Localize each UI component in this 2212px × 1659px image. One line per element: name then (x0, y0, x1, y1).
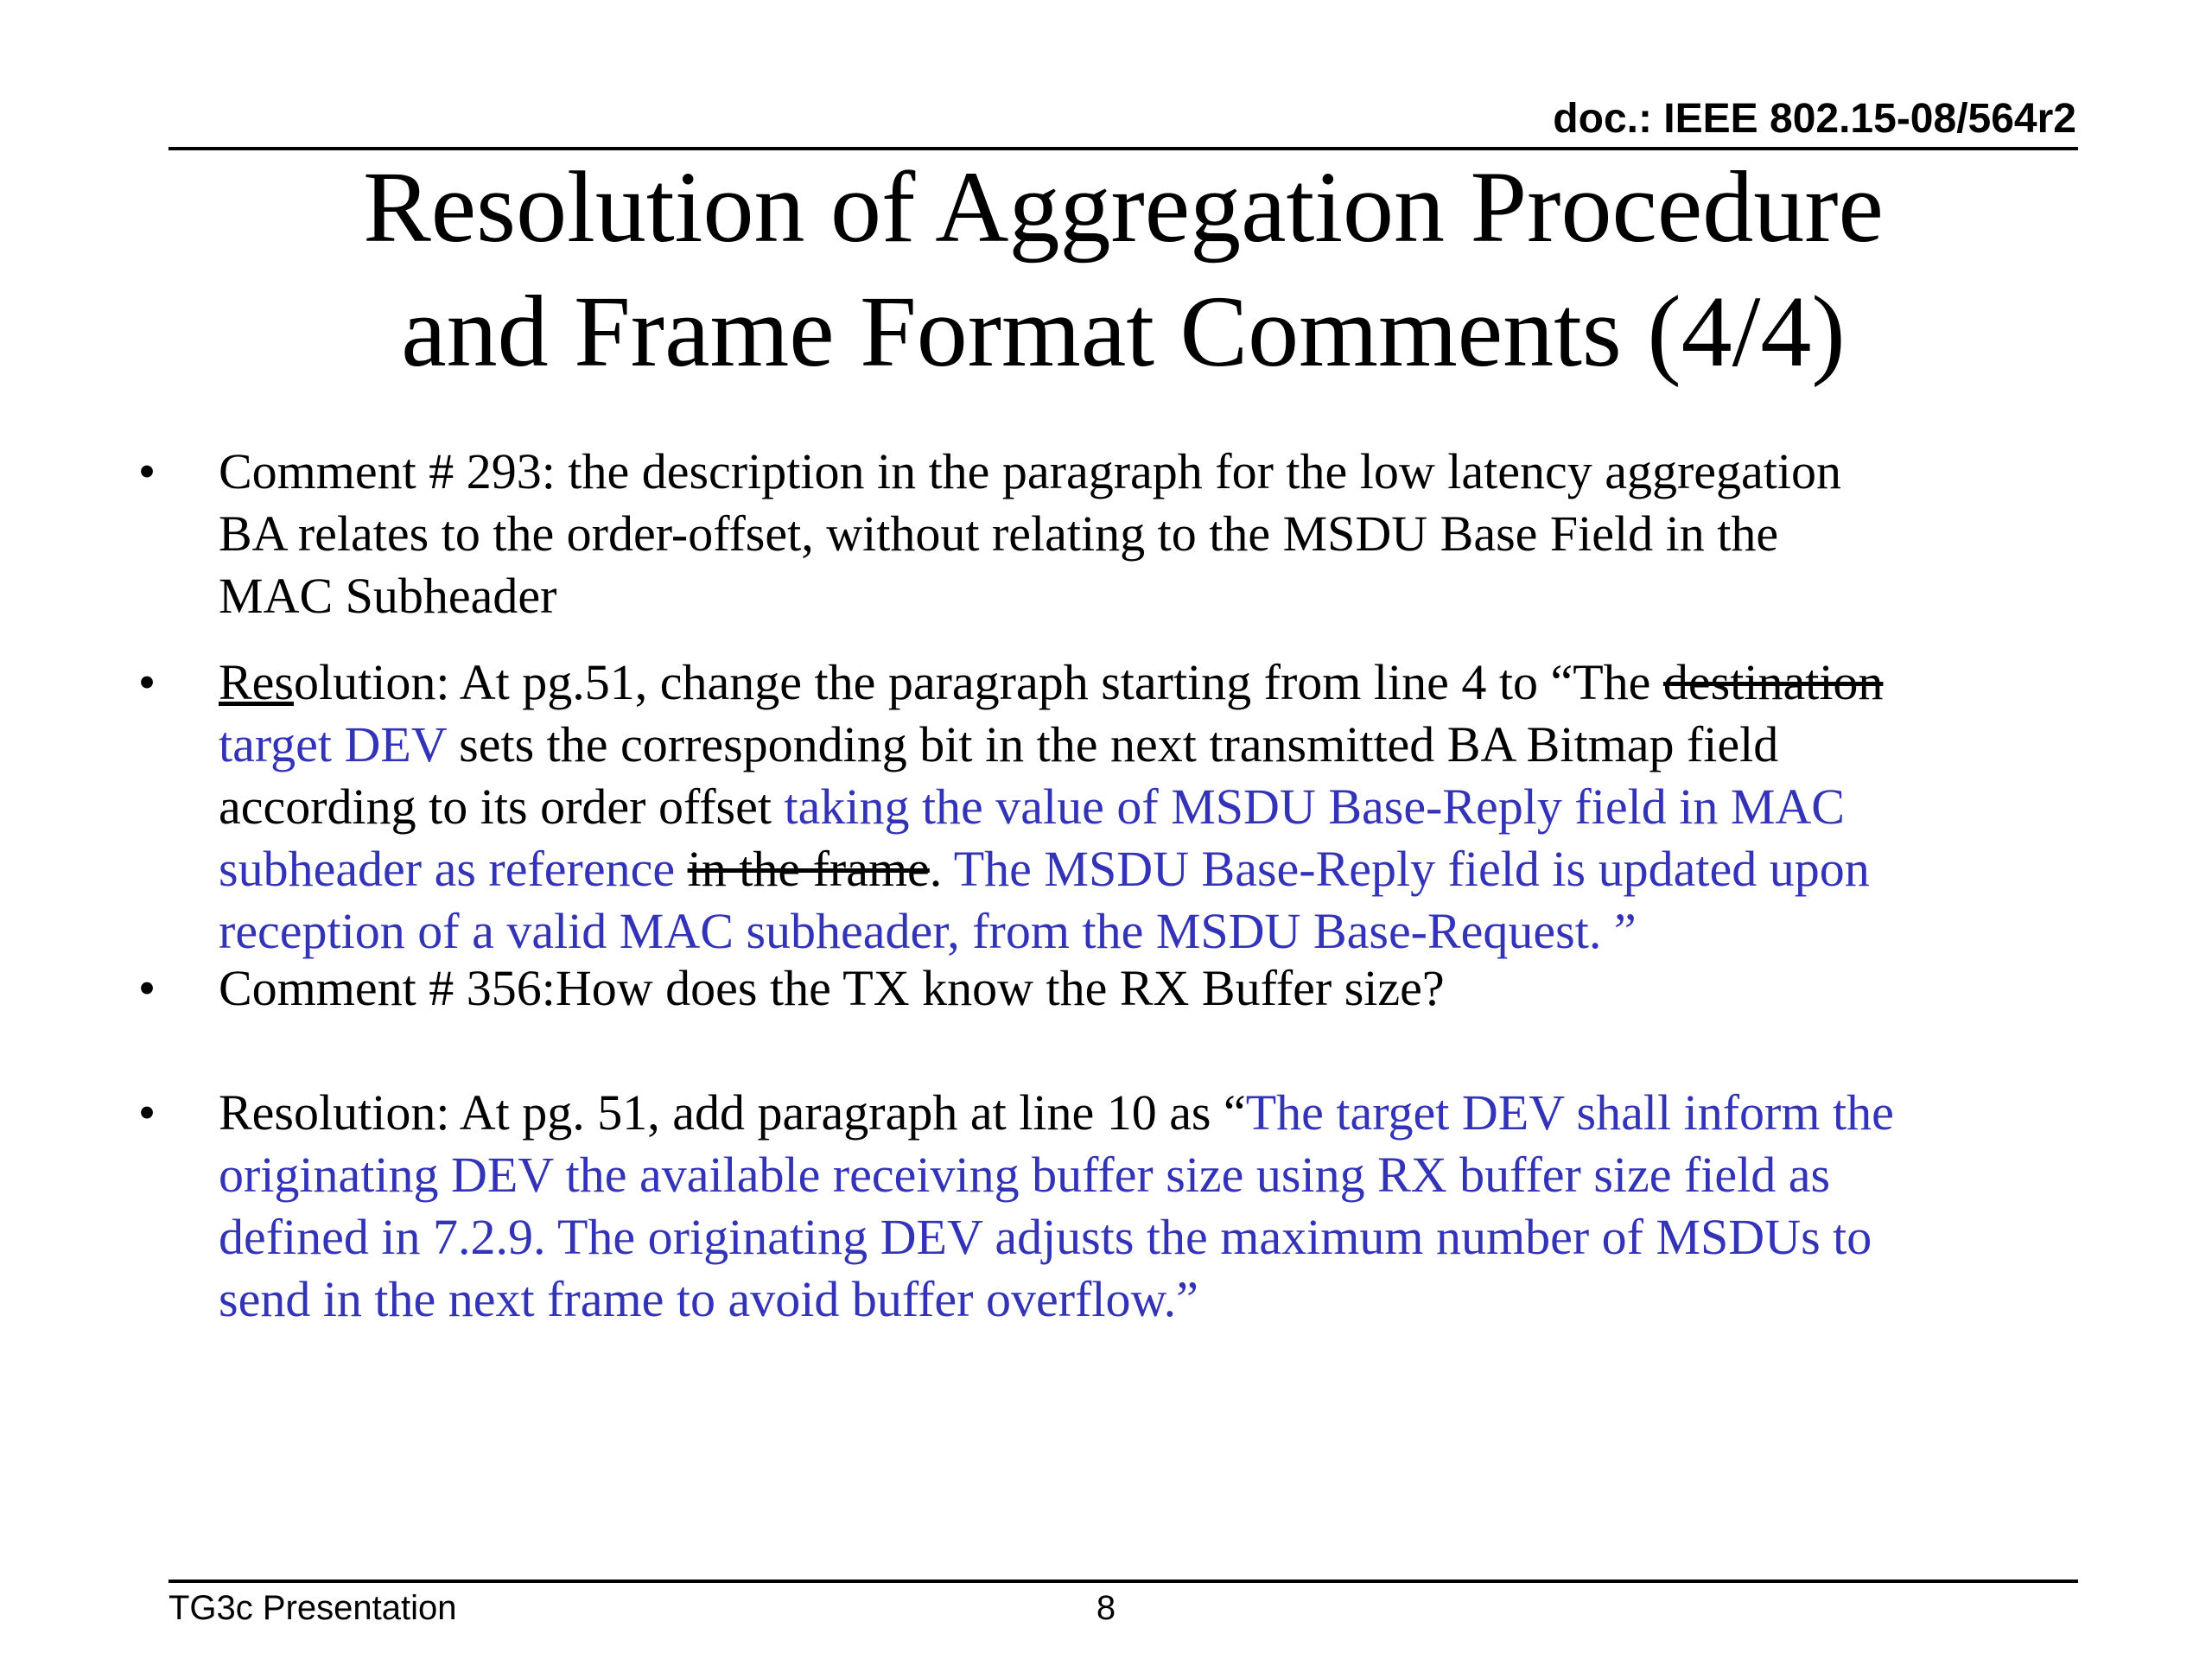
text-run: olution: At pg.51, change the paragraph starting from line 4 to “The (294, 654, 1663, 710)
text-run: . (929, 841, 943, 897)
footer-divider (168, 1580, 2078, 1583)
bullet-resolution-293 (130, 652, 1883, 963)
slide-title (168, 145, 2078, 394)
inserted-text: taking the value of MSDU Base-Reply field in MAC (784, 779, 1845, 835)
bullet-text-line: originating DEV the available receiving buffer size using RX buffer size field as (219, 1147, 1831, 1203)
inserted-text: subheader as reference (219, 841, 688, 897)
bullet-text-line: send in the next frame to avoid buffer overflow.” (219, 1271, 1198, 1327)
bullet-dot-icon: • (137, 443, 156, 499)
bullet-text-line (219, 1082, 1894, 1144)
bullet-text-line (219, 776, 1883, 838)
bullet-comment-293 (130, 441, 1841, 627)
slide-title-line-2: and Frame Format Comments (4/4) (401, 275, 1846, 388)
bullet-text-line (219, 838, 1883, 900)
text-run: sets the corresponding bit in the next transmitted BA Bitmap field (446, 716, 1779, 772)
inserted-text: target DEV (219, 716, 447, 772)
bullet-text-line: MAC Subheader (219, 568, 557, 624)
bullet-text-line: defined in 7.2.9. The originating DEV adjusts the maximum number of MSDUs to (219, 1209, 1872, 1265)
bullet-text-line: reception of a valid MAC subheader, from the MSDU Base-Request. ” (219, 903, 1637, 959)
inserted-text: The target DEV shall inform the (1245, 1084, 1894, 1141)
bullet-text-line: Comment # 293: the description in the paragraph for the low latency aggregation (219, 443, 1842, 499)
struck-text: in the frame (687, 841, 930, 897)
bullet-dot-icon: • (137, 1084, 156, 1141)
bullet-text-line: BA relates to the order-offset, without relating to the MSDU Base Field in the (219, 505, 1779, 562)
page-number: 8 (1096, 1589, 1116, 1627)
text-run: according to its order offset (219, 779, 785, 835)
text-run: Resolution: At pg. 51, add paragraph at line 10 as “ (219, 1084, 1246, 1141)
inserted-text: The MSDU Base-Reply field is updated upon (942, 841, 1870, 897)
struck-text: destination (1662, 654, 1884, 710)
bullet-resolution-356 (130, 1082, 1894, 1331)
bullet-text-line (219, 714, 1883, 776)
footer-presentation-label: TG3c Presentation (168, 1589, 457, 1627)
bullet-text-line (219, 652, 1883, 714)
bullet-dot-icon: • (137, 960, 156, 1016)
underlined-text: Res (219, 654, 294, 710)
bullet-comment-356 (130, 957, 1445, 1020)
bullet-dot-icon: • (137, 654, 156, 710)
slide-title-line-1: Resolution of Aggregation Procedure (363, 150, 1884, 264)
bullet-text-line: Comment # 356:How does the TX know the RX Buffer size? (219, 960, 1445, 1016)
document-id: doc.: IEEE 802.15-08/564r2 (1553, 96, 2076, 142)
